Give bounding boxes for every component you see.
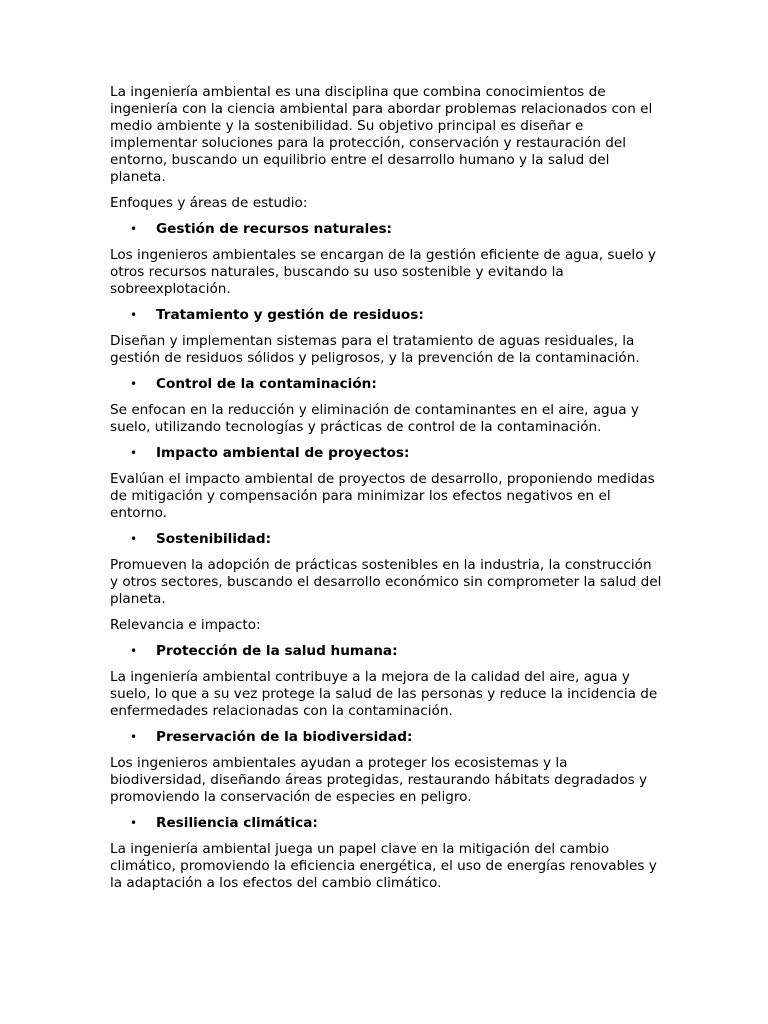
bullet-title: Impacto ambiental de proyectos: <box>156 445 410 461</box>
intro-paragraph: La ingeniería ambiental es una disciplina que combina conocimientos de ingeniería con la ciencia ambiental para abordar problemas relacionados con el medio ambiente y la sostenibilidad. Su objetivo principal es diseñar e implementar soluciones para la protección, conservación y restauración del entorno, buscando un equilibrio entre el desarrollo humano y la salud del planeta. <box>110 84 653 185</box>
bullet-paragraph: Los ingenieros ambientales ayudan a proteger los ecosistemas y la biodiversidad, diseñando áreas protegidas, restaurando hábitats degradados y promoviendo la conservación de especies en peligro. <box>110 755 648 805</box>
bullet-item <box>110 815 662 832</box>
section-heading-approaches: Enfoques y áreas de estudio: <box>110 195 308 211</box>
bullet-icon: • <box>130 730 138 744</box>
bullet-paragraph: Los ingenieros ambientales se encargan de la gestión eficiente de agua, suelo y otros recursos naturales, buscando su uso sostenible y evitando la sobreexplotación. <box>110 247 656 297</box>
bullet-title: Protección de la salud humana: <box>156 643 398 659</box>
bullet-icon: • <box>130 816 138 830</box>
bullet-item <box>110 531 662 548</box>
document-page <box>110 84 662 901</box>
bullet-paragraph: Evalúan el impacto ambiental de proyectos de desarrollo, proponiendo medidas de mitigación y compensación para minimizar los efectos negativos en el entorno. <box>110 471 655 521</box>
bullet-title: Tratamiento y gestión de residuos: <box>156 307 424 323</box>
section-heading-relevance: Relevancia e impacto: <box>110 617 261 633</box>
bullet-item <box>110 643 662 660</box>
bullet-title: Preservación de la biodiversidad: <box>156 729 413 745</box>
bullet-icon: • <box>130 308 138 322</box>
bullet-item <box>110 307 662 324</box>
bullet-paragraph: Se enfocan en la reducción y eliminación de contaminantes en el aire, agua y suelo, utilizando tecnologías y prácticas de control de la contaminación. <box>110 402 639 435</box>
bullet-title: Gestión de recursos naturales: <box>156 221 392 237</box>
bullet-icon: • <box>130 532 138 546</box>
bullet-icon: • <box>130 222 138 236</box>
bullet-icon: • <box>130 377 138 391</box>
bullet-title: Control de la contaminación: <box>156 376 377 392</box>
bullet-paragraph: Promueven la adopción de prácticas sostenibles en la industria, la construcción y otros sectores, buscando el desarrollo económico sin comprometer la salud del planeta. <box>110 557 662 607</box>
bullet-item <box>110 729 662 746</box>
bullet-item <box>110 376 662 393</box>
bullet-title: Sostenibilidad: <box>156 531 272 547</box>
bullet-icon: • <box>130 446 138 460</box>
bullet-icon: • <box>130 644 138 658</box>
bullet-paragraph: La ingeniería ambiental juega un papel clave en la mitigación del cambio climático, promoviendo la eficiencia energética, el uso de energías renovables y la adaptación a los efectos del cambio climático. <box>110 841 657 891</box>
bullet-item <box>110 221 662 238</box>
bullet-paragraph: Diseñan y implementan sistemas para el tratamiento de aguas residuales, la gestión de residuos sólidos y peligrosos, y la prevención de la contaminación. <box>110 333 640 366</box>
bullet-item <box>110 445 662 462</box>
bullet-title: Resiliencia climática: <box>156 815 318 831</box>
bullet-paragraph: La ingeniería ambiental contribuye a la mejora de la calidad del aire, agua y suelo, lo que a su vez protege la salud de las personas y reduce la incidencia de enfermedades relacionadas con la contaminación. <box>110 669 658 719</box>
